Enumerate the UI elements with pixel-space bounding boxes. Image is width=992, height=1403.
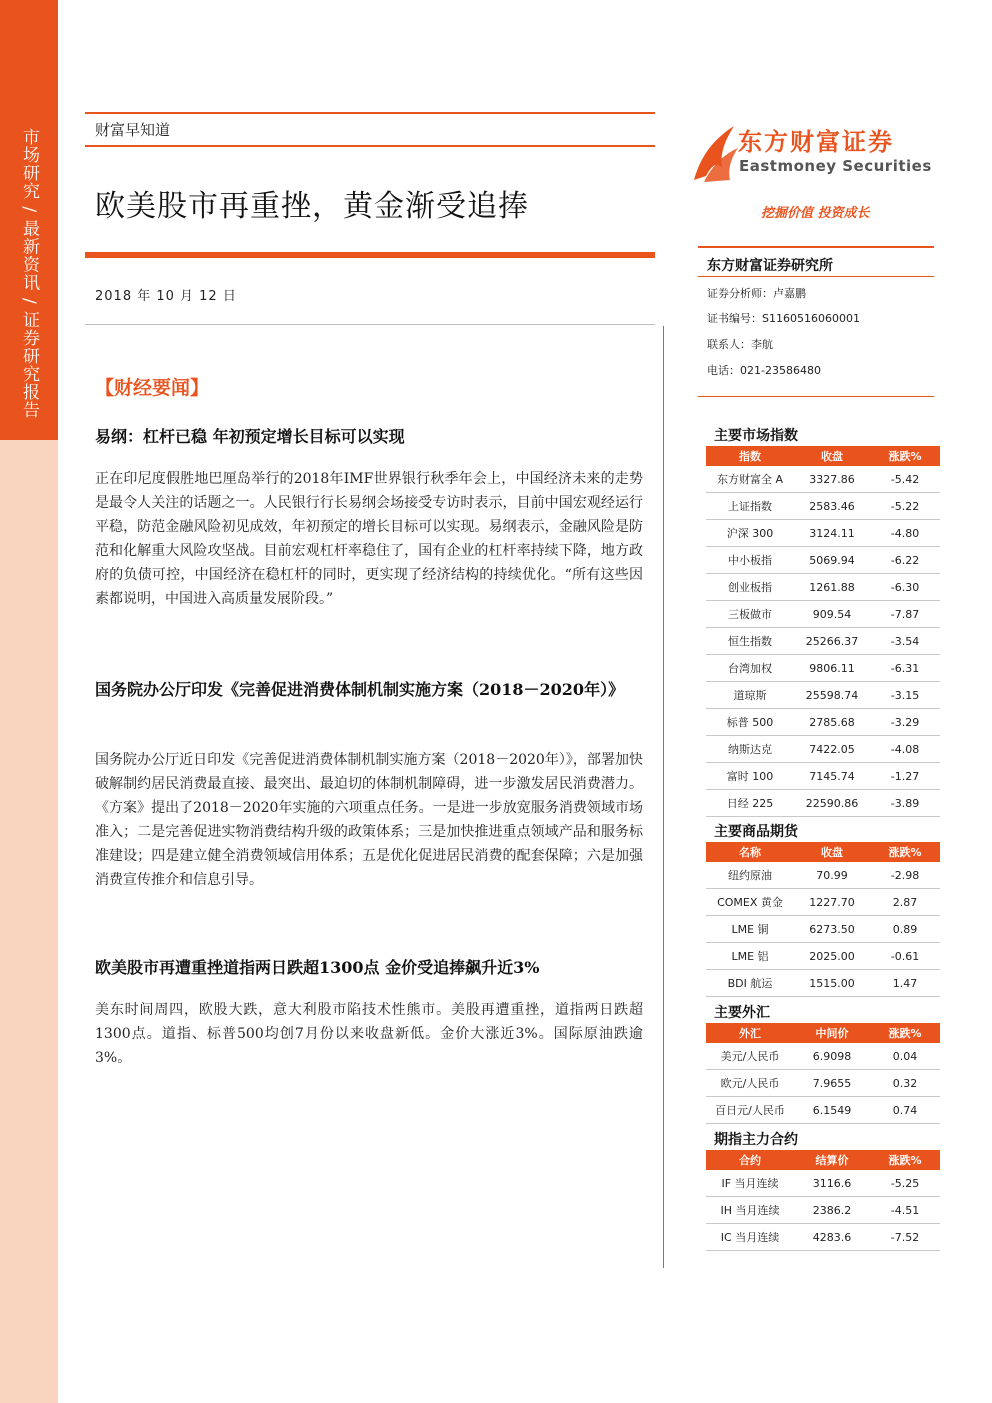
info-bottom-rule	[698, 396, 934, 397]
table-cell: 百日元/人民币	[706, 1097, 794, 1124]
table-header-cell: 涨跌%	[870, 446, 940, 466]
table-row	[706, 790, 940, 817]
table-cell: 5069.94	[794, 547, 870, 574]
news-body: 正在印尼度假胜地巴厘岛举行的2018年IMF世界银行秋季年会上，中国经济未来的走势是最令人关注的话题之一。人民银行行长易纲会场接受专访时表示，目前中国宏观经运行平稳，防范金融风险初见成效，年初预定的增长目标可以实现。易纲表示，金融风险是防范和化解重大风险攻坚战。目前宏观杠杆率稳住了，国有企业的杠杆率持续下降，地方政府的负债可控，中国经济在稳杠杆的同时，更实现了经济结构的持续优化。“所有这些因素都说明，中国进入高质量发展阶段。”	[95, 471, 643, 607]
table-cell: 2583.46	[794, 493, 870, 520]
table-row	[706, 682, 940, 709]
forex-table	[706, 1023, 940, 1124]
table-cell: 1515.00	[794, 970, 870, 997]
table-row	[706, 1097, 940, 1124]
table-cell: -5.25	[870, 1170, 940, 1197]
table-title: 主要外汇	[714, 1005, 770, 1021]
table-header-row	[706, 842, 940, 862]
table-cell: -4.51	[870, 1197, 940, 1224]
institute-name: 东方财富证券研究所	[707, 258, 833, 274]
table-header-cell: 外汇	[706, 1023, 794, 1043]
table-cell: -3.89	[870, 790, 940, 817]
news-title: 欧美股市再遭重挫道指两日跌超1300点 金价受追捧飙升近3%	[95, 958, 540, 977]
table-row	[706, 1043, 940, 1070]
table-cell: 6273.50	[794, 916, 870, 943]
table-cell: 70.99	[794, 862, 870, 889]
table-row	[706, 574, 940, 601]
news-title: 国务院办公厅印发《完善促进消费体制机制实施方案（2018－2020年）》	[95, 680, 625, 699]
table-cell: -4.80	[870, 520, 940, 547]
table-row	[706, 547, 940, 574]
table-cell: 6.9098	[794, 1043, 870, 1070]
table-header-cell: 合约	[706, 1150, 794, 1170]
table-cell: -6.31	[870, 655, 940, 682]
side-bar	[0, 0, 58, 1403]
table-cell: 0.04	[870, 1043, 940, 1070]
table-header-cell: 指数	[706, 446, 794, 466]
report-date: 2018 年 10 月 12 日	[95, 289, 237, 304]
table-header-cell: 名称	[706, 842, 794, 862]
table-row	[706, 1197, 940, 1224]
table-cell: -6.22	[870, 547, 940, 574]
table-cell: 3116.6	[794, 1170, 870, 1197]
table-cell: 标普 500	[706, 709, 794, 736]
table-cell: 1227.70	[794, 889, 870, 916]
table-cell: 0.74	[870, 1097, 940, 1124]
table-cell: 2025.00	[794, 943, 870, 970]
table-cell: -2.98	[870, 862, 940, 889]
table-header-cell: 收盘	[794, 446, 870, 466]
table-cell: IH 当月连续	[706, 1197, 794, 1224]
market-index-table	[706, 446, 940, 817]
contact-phone: 电话：021-23586480	[707, 364, 821, 377]
table-cell: -7.87	[870, 601, 940, 628]
certificate-number: 证书编号：S1160516060001	[707, 312, 860, 325]
table-cell: 25266.37	[794, 628, 870, 655]
table-row	[706, 655, 940, 682]
column-divider	[663, 326, 664, 1268]
table-title: 期指主力合约	[714, 1132, 798, 1148]
table-cell: -6.30	[870, 574, 940, 601]
table-row	[706, 970, 940, 997]
table-row	[706, 520, 940, 547]
table-cell: IC 当月连续	[706, 1224, 794, 1251]
table-cell: 3327.86	[794, 466, 870, 493]
header-sub-rule	[85, 145, 655, 147]
table-cell: 2.87	[870, 889, 940, 916]
table-cell: 三板做市	[706, 601, 794, 628]
table-cell: IF 当月连续	[706, 1170, 794, 1197]
table-cell: 创业板指	[706, 574, 794, 601]
table-row	[706, 943, 940, 970]
table-row	[706, 1224, 940, 1251]
table-row	[706, 466, 940, 493]
table-cell: 0.32	[870, 1070, 940, 1097]
table-cell: -7.52	[870, 1224, 940, 1251]
table-title: 主要商品期货	[714, 824, 798, 840]
table-cell: -1.27	[870, 763, 940, 790]
table-cell: 9806.11	[794, 655, 870, 682]
table-cell: 25598.74	[794, 682, 870, 709]
table-cell: 1.47	[870, 970, 940, 997]
table-cell: 7145.74	[794, 763, 870, 790]
news-body: 国务院办公厅近日印发《完善促进消费体制机制实施方案（2018－2020年）》，部署加快破解制约居民消费最直接、最突出、最迫切的体制机制障碍，进一步激发居民消费潜力。《方案》提出了2018－2020年实施的六项重点任务。一是进一步放宽服务消费领域市场准入；二是完善促进实物消费结构升级的政策体系；三是加快推进重点领域产品和服务标准建设；四是建立健全消费领域信用体系；五是优化促进居民消费的配套保障；六是加强消费宣传推介和信息引导。	[95, 752, 643, 888]
side-bar-text: 市场研究 / 最新资讯 / 证券研究报告	[19, 128, 39, 420]
table-row	[706, 1170, 940, 1197]
header-top-rule	[85, 112, 655, 114]
table-header-row	[706, 1023, 940, 1043]
table-cell: 恒生指数	[706, 628, 794, 655]
table-row	[706, 862, 940, 889]
table-cell: 纳斯达克	[706, 736, 794, 763]
table-header-cell: 中间价	[794, 1023, 870, 1043]
title-underline-bar	[85, 252, 655, 258]
table-header-row	[706, 446, 940, 466]
table-cell: LME 铝	[706, 943, 794, 970]
table-cell: 上证指数	[706, 493, 794, 520]
table-row	[706, 601, 940, 628]
institute-top-rule	[698, 246, 934, 248]
table-cell: -5.42	[870, 466, 940, 493]
table-header-cell: 涨跌%	[870, 1023, 940, 1043]
table-row	[706, 1070, 940, 1097]
institute-bottom-rule	[698, 276, 934, 277]
table-header-cell: 涨跌%	[870, 1150, 940, 1170]
table-cell: 909.54	[794, 601, 870, 628]
table-cell: 纽约原油	[706, 862, 794, 889]
table-row	[706, 628, 940, 655]
table-cell: 3124.11	[794, 520, 870, 547]
table-row	[706, 736, 940, 763]
table-cell: 富时 100	[706, 763, 794, 790]
table-cell: 道琼斯	[706, 682, 794, 709]
table-title: 主要市场指数	[714, 428, 798, 444]
table-cell: -4.08	[870, 736, 940, 763]
table-cell: 美元/人民币	[706, 1043, 794, 1070]
brand-name-cn: 东方财富证券	[738, 128, 894, 156]
table-row	[706, 763, 940, 790]
table-cell: 2785.68	[794, 709, 870, 736]
table-header-cell: 结算价	[794, 1150, 870, 1170]
table-cell: BDI 航运	[706, 970, 794, 997]
table-cell: 2386.2	[794, 1197, 870, 1224]
table-header-cell: 涨跌%	[870, 842, 940, 862]
table-cell: COMEX 黄金	[706, 889, 794, 916]
table-cell: 日经 225	[706, 790, 794, 817]
table-cell: -3.29	[870, 709, 940, 736]
table-cell: 0.89	[870, 916, 940, 943]
table-row	[706, 916, 940, 943]
commodity-futures-table	[706, 842, 940, 997]
table-cell: -3.54	[870, 628, 940, 655]
brand-slogan: 挖掘价值 投资成长	[761, 206, 870, 221]
news-body: 美东时间周四，欧股大跌，意大利股市陷技术性熊市。美股再遭重挫，道指两日跌超1300点。道指、标普500均创7月份以来收盘新低。金价大涨近3%。国际原油跌逾3%。	[95, 1002, 643, 1066]
section-title: 【财经要闻】	[95, 377, 210, 399]
table-row	[706, 889, 940, 916]
page-title: 欧美股市再重挫，黄金渐受追捧	[95, 189, 529, 224]
table-header-row	[706, 1150, 940, 1170]
table-cell: 欧元/人民币	[706, 1070, 794, 1097]
table-cell: 7.9655	[794, 1070, 870, 1097]
series-label: 财富早知道	[95, 121, 171, 139]
table-cell: -3.15	[870, 682, 940, 709]
table-row	[706, 493, 940, 520]
table-cell: 22590.86	[794, 790, 870, 817]
index-futures-table	[706, 1150, 940, 1251]
table-cell: 中小板指	[706, 547, 794, 574]
table-cell: -0.61	[870, 943, 940, 970]
table-cell: 沪深 300	[706, 520, 794, 547]
analyst-name: 证券分析师：卢嘉鹏	[707, 287, 806, 300]
table-cell: LME 铜	[706, 916, 794, 943]
table-cell: 台湾加权	[706, 655, 794, 682]
table-cell: 1261.88	[794, 574, 870, 601]
contact-person: 联系人：李航	[707, 338, 773, 351]
table-cell: 4283.6	[794, 1224, 870, 1251]
table-row	[706, 709, 940, 736]
table-cell: 7422.05	[794, 736, 870, 763]
date-rule	[85, 324, 655, 325]
table-header-cell: 收盘	[794, 842, 870, 862]
table-cell: 6.1549	[794, 1097, 870, 1124]
brand-name-en: Eastmoney Securities	[739, 157, 932, 175]
table-cell: -5.22	[870, 493, 940, 520]
table-cell: 东方财富全 A	[706, 466, 794, 493]
news-title: 易纲：杠杆已稳 年初预定增长目标可以实现	[95, 427, 405, 446]
